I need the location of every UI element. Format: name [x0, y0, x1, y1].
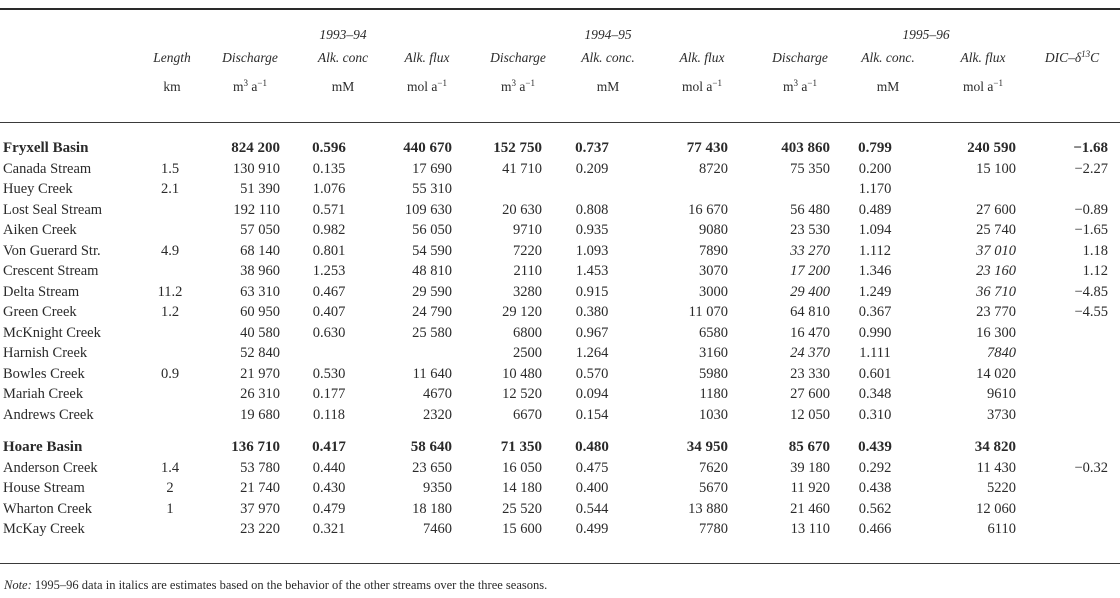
unit-m3a-1: $m^3$ $a^{-1}$ [233, 78, 267, 94]
table-cell: 23 220 [240, 521, 280, 538]
row-name: Mariah Creek [3, 386, 84, 403]
table-cell [1026, 384, 1120, 405]
table-cell: −1.65 [1074, 222, 1108, 239]
table-cell: 6670 [513, 406, 542, 423]
table-cell: 0.982 [312, 222, 346, 239]
table-cell: 0.475 [575, 459, 609, 476]
unit-m3a-2: $m^3$ $a^{-1}$ [501, 78, 535, 94]
table-cell: 0.801 [312, 242, 346, 259]
table-cell: 7620 [699, 459, 728, 476]
col-header-dic: DIC–$\delta^{13}C$ [1044, 49, 1100, 65]
table-cell: 1.112 [858, 242, 892, 259]
table-cell: 4.9 [160, 242, 180, 259]
table-cell: 14 020 [976, 365, 1016, 382]
row-name: Anderson Creek [3, 459, 98, 476]
table-cell: −1.68 [1073, 140, 1108, 157]
unit-mola-3: mol $a^{-1}$ [963, 78, 1003, 94]
table-bottom-rule [0, 563, 1120, 564]
unit-mm-3: mM [876, 79, 900, 94]
table-cell: 41 710 [502, 160, 542, 177]
row-name: Andrews Creek [3, 406, 94, 423]
table-cell [152, 519, 192, 540]
table-cell: 34 820 [974, 439, 1016, 456]
col-header-length: Length [153, 50, 191, 65]
table-cell: 0.367 [858, 304, 892, 321]
table-cell: 0.417 [312, 439, 346, 456]
table-cell: 0.562 [858, 500, 892, 517]
table-cell: 18 180 [412, 500, 452, 517]
table-cell [152, 405, 192, 426]
year-header-1995-96: 1995–96 [902, 27, 950, 42]
table-row [0, 499, 1120, 520]
table-cell [1026, 405, 1120, 426]
table-row [0, 179, 1120, 200]
table-cell: 12 520 [502, 386, 542, 403]
table-cell: 6580 [699, 324, 728, 341]
header-rule [0, 122, 1120, 123]
table-cell: 17 690 [412, 160, 452, 177]
table-cell: 0.440 [312, 459, 346, 476]
table-cell [152, 220, 192, 241]
table-cell: 21 740 [240, 480, 280, 497]
table-cell: 56 480 [790, 201, 830, 218]
table-cell: 20 630 [502, 201, 542, 218]
table-cell: 24 370 [790, 345, 830, 362]
table-row [0, 159, 1120, 180]
table-row [0, 405, 1120, 426]
table-cell: 0.489 [858, 201, 892, 218]
table-cell: 1.2 [160, 304, 180, 321]
table-cell: 1.264 [575, 345, 609, 362]
table-cell: 71 350 [500, 439, 542, 456]
table-cell: 0.094 [575, 386, 609, 403]
table-row [0, 200, 1120, 221]
table-cell: 37 970 [240, 500, 280, 517]
table-cell: 9710 [513, 222, 542, 239]
table-cell: 11 640 [412, 365, 452, 382]
table-cell: 55 310 [412, 181, 452, 198]
table-cell [1026, 519, 1120, 540]
table-cell: 16 670 [688, 201, 728, 218]
table-cell: 48 810 [412, 263, 452, 280]
table-cell [1026, 437, 1120, 458]
table-cell: 12 060 [976, 500, 1016, 517]
basin-row [0, 437, 1120, 458]
table-cell: 21 970 [240, 365, 280, 382]
table-cell: 440 670 [403, 140, 452, 157]
table-cell: 2500 [513, 345, 542, 362]
table-cell: 5220 [987, 480, 1016, 497]
table-cell: 29 400 [790, 283, 830, 300]
table-cell: 34 950 [686, 439, 728, 456]
table-cell: 75 350 [790, 160, 830, 177]
table-cell: 0.135 [312, 160, 346, 177]
table-row [0, 384, 1120, 405]
table-cell: −0.32 [1074, 459, 1108, 476]
table-cell: 0.438 [858, 480, 892, 497]
table-cell: 57 050 [240, 222, 280, 239]
table-cell: 53 780 [240, 459, 280, 476]
note-text: 1995–96 data in italics are estimates based on the behavior of the other streams over the three seasons. [31, 578, 548, 592]
table-cell: 17 200 [790, 263, 830, 280]
table-cell: 0.630 [312, 324, 346, 341]
table-cell: 1.12 [1082, 263, 1108, 280]
unit-mm-2: mM [596, 79, 620, 94]
table-cell: 63 310 [240, 283, 280, 300]
note-label: Note: [4, 578, 32, 592]
table-cell: 58 640 [410, 439, 452, 456]
table-cell: 36 710 [976, 283, 1016, 300]
table-cell: 9350 [423, 480, 452, 497]
year-header-1993-94: 1993–94 [319, 27, 367, 42]
year-header-1994-95: 1994–95 [584, 27, 632, 42]
table-cell: 0.400 [575, 480, 609, 497]
table-row [0, 519, 1120, 540]
table-cell [1026, 499, 1120, 520]
table-cell: 0.808 [575, 201, 609, 218]
table-cell: 16 300 [976, 324, 1016, 341]
table-cell: 8720 [699, 160, 728, 177]
table-cell: 29 120 [502, 304, 542, 321]
table-cell: 0.596 [312, 140, 346, 157]
table-cell [1026, 323, 1120, 344]
table-cell: 1180 [699, 386, 728, 403]
table-cell: 85 670 [788, 439, 830, 456]
row-name: Huey Creek [3, 181, 73, 198]
table-cell: 40 580 [240, 324, 280, 341]
table-cell: 19 680 [240, 406, 280, 423]
table-cell: 0.499 [575, 521, 609, 538]
table-cell: 7460 [423, 521, 452, 538]
unit-mm-1: mM [331, 79, 355, 94]
table-cell [152, 437, 192, 458]
table-cell: 4670 [423, 386, 452, 403]
table-cell [738, 179, 840, 200]
table-cell [152, 200, 192, 221]
basin-row [0, 138, 1120, 159]
unit-mola-2: mol $a^{-1}$ [682, 78, 722, 94]
row-name: Delta Stream [3, 283, 80, 300]
table-cell [642, 179, 738, 200]
table-cell: 0.380 [575, 304, 609, 321]
table-cell: 1 [166, 500, 174, 517]
table-cell: 0.990 [858, 324, 892, 341]
row-name: Crescent Stream [3, 263, 99, 280]
table-cell: 0.570 [575, 365, 609, 382]
table-cell [920, 179, 1026, 200]
col-header-alk-flux-1: Alk. flux [404, 50, 450, 65]
table-cell: 15 600 [502, 521, 542, 538]
table-cell: 824 200 [231, 140, 280, 157]
table-cell: 25 520 [502, 500, 542, 517]
table-cell: 1.111 [859, 345, 891, 362]
table-cell: 7890 [699, 242, 728, 259]
table-cell: 60 950 [240, 304, 280, 321]
col-header-discharge-1: Discharge [222, 50, 278, 65]
table-cell: 24 790 [412, 304, 452, 321]
table-cell [552, 179, 642, 200]
col-header-alk-conc-2: Alk. conc. [581, 50, 635, 65]
table-cell: 192 110 [233, 201, 280, 218]
row-name: House Stream [3, 480, 85, 497]
table-row [0, 458, 1120, 479]
table-row [0, 343, 1120, 364]
unit-mola-1: mol $a^{-1}$ [407, 78, 447, 94]
table-cell: 240 590 [967, 140, 1016, 157]
table-cell: 2.1 [160, 181, 180, 198]
table-cell: 1.094 [858, 222, 892, 239]
table-row [0, 220, 1120, 241]
table-cell: 38 960 [240, 263, 280, 280]
table-cell: 0.915 [575, 283, 609, 300]
table-cell [152, 138, 192, 159]
table-cell: 3070 [699, 263, 728, 280]
table-cell [1026, 179, 1120, 200]
table-cell: 1.4 [160, 459, 180, 476]
table-cell: 14 180 [502, 480, 542, 497]
table-cell [152, 343, 192, 364]
table-cell: 13 110 [790, 521, 830, 538]
table-cell: 3730 [987, 406, 1016, 423]
table-cell: 39 180 [790, 459, 830, 476]
table-cell: 23 650 [412, 459, 452, 476]
table-row [0, 323, 1120, 344]
table-cell: 0.467 [312, 283, 346, 300]
table-cell: −2.27 [1074, 160, 1108, 177]
table-cell: 0.967 [575, 324, 609, 341]
row-name: Fryxell Basin [3, 140, 89, 157]
table-row [0, 364, 1120, 385]
table-cell: 0.348 [858, 386, 892, 403]
row-name: Aiken Creek [3, 222, 77, 239]
table-cell: 12 050 [790, 406, 830, 423]
table-cell: 5980 [699, 365, 728, 382]
table-cell: 23 330 [790, 365, 830, 382]
table-cell: 21 460 [790, 500, 830, 517]
table-cell: 0.292 [858, 459, 892, 476]
table-cell: 27 600 [976, 201, 1016, 218]
table-cell: 1.253 [312, 263, 346, 280]
table-cell: 23 530 [790, 222, 830, 239]
table-cell: 1.346 [858, 263, 892, 280]
table-cell: 0.439 [858, 439, 892, 456]
table-cell: 0.737 [575, 140, 609, 157]
table-cell: 0.480 [575, 439, 609, 456]
row-name: Von Guerard Str. [3, 242, 101, 259]
table-cell: 33 270 [790, 242, 830, 259]
table-cell: 5670 [699, 480, 728, 497]
row-name: Green Creek [3, 304, 77, 321]
table-cell: −4.85 [1074, 283, 1108, 300]
table-cell: 3000 [699, 283, 728, 300]
table-cell: 0.935 [575, 222, 609, 239]
row-name: Bowles Creek [3, 365, 85, 382]
table-row [0, 478, 1120, 499]
table-cell: 130 910 [232, 160, 280, 177]
table-cell: 1.18 [1082, 242, 1108, 259]
table-cell: 77 430 [686, 140, 728, 157]
table-cell: 3160 [699, 345, 728, 362]
table-cell: 1.170 [858, 181, 892, 198]
table-cell: 0.321 [312, 521, 346, 538]
table-cell [462, 179, 552, 200]
col-header-alk-conc-1: Alk. conc [317, 50, 369, 65]
table-cell: 1.5 [160, 160, 180, 177]
table-cell: 25 580 [412, 324, 452, 341]
table-cell: 2320 [423, 406, 452, 423]
table-row [0, 261, 1120, 282]
table-cell: 1.093 [575, 242, 609, 259]
table-cell: 3280 [513, 283, 542, 300]
table-cell: 0.9 [160, 365, 180, 382]
table-cell: 0.200 [858, 160, 892, 177]
row-name: McKay Creek [3, 521, 85, 538]
table-cell: 26 310 [240, 386, 280, 403]
table-cell: 7780 [699, 521, 728, 538]
table-cell: 2 [166, 480, 174, 497]
table-cell [152, 323, 192, 344]
table-cell: 6800 [513, 324, 542, 341]
table-cell: 23 770 [976, 304, 1016, 321]
table-cell: 29 590 [412, 283, 452, 300]
table-cell: 1.249 [858, 283, 892, 300]
table-cell: 0.154 [575, 406, 609, 423]
table-cell: 68 140 [240, 242, 280, 259]
table-cell: 0.530 [312, 365, 346, 382]
table-row [0, 302, 1120, 323]
table-cell: 25 740 [976, 222, 1016, 239]
unit-m3a-3: $m^3$ $a^{-1}$ [783, 78, 817, 94]
table-cell: 9610 [987, 386, 1016, 403]
table-cell: 152 750 [493, 140, 542, 157]
table-row [0, 282, 1120, 303]
table-cell: 37 010 [976, 242, 1016, 259]
table-cell: 109 630 [404, 201, 452, 218]
table-cell: 0.544 [575, 500, 609, 517]
table-cell: 56 050 [412, 222, 452, 239]
table-cell: 0.209 [575, 160, 609, 177]
table-cell: 23 160 [976, 263, 1016, 280]
row-name: McKnight Creek [3, 324, 101, 341]
row-name: Canada Stream [3, 160, 92, 177]
table-cell: 11 430 [976, 459, 1016, 476]
data-table [0, 138, 1120, 540]
table-cell: 403 860 [781, 140, 830, 157]
table-cell: 16 050 [502, 459, 542, 476]
unit-km: km [163, 79, 181, 94]
table-cell: 0.601 [858, 365, 892, 382]
table-cell: 13 880 [688, 500, 728, 517]
table-cell: −0.89 [1074, 201, 1108, 218]
table-cell: 51 390 [240, 181, 280, 198]
table-cell: 0.407 [312, 304, 346, 321]
row-name: Lost Seal Stream [3, 201, 103, 218]
table-note [4, 578, 547, 593]
table-cell: 1.076 [312, 181, 346, 198]
table-cell: 7840 [987, 345, 1016, 362]
col-header-alk-flux-2: Alk. flux [679, 50, 725, 65]
table-cell [290, 343, 378, 364]
col-header-alk-conc-3: Alk. conc. [861, 50, 915, 65]
row-name: Wharton Creek [3, 500, 92, 517]
col-header-discharge-3: Discharge [772, 50, 828, 65]
table-cell: 0.177 [312, 386, 346, 403]
table-cell: 54 590 [412, 242, 452, 259]
table-cell: 10 480 [502, 365, 542, 382]
table-cell: 64 810 [790, 304, 830, 321]
table-cell [152, 261, 192, 282]
table-cell: 15 100 [976, 160, 1016, 177]
table-cell: 11 920 [790, 480, 830, 497]
table-cell: 0.479 [312, 500, 346, 517]
table-cell [1026, 478, 1120, 499]
table-cell: 1.453 [575, 263, 609, 280]
table-row [0, 241, 1120, 262]
table-cell: 1030 [699, 406, 728, 423]
table-cell: 0.466 [858, 521, 892, 538]
row-name: Harnish Creek [3, 345, 88, 362]
table-cell: 0.430 [312, 480, 346, 497]
table-cell: 0.118 [312, 406, 346, 423]
table-cell [152, 384, 192, 405]
table-top-rule [0, 8, 1120, 10]
table-cell: 52 840 [240, 345, 280, 362]
row-name: Hoare Basin [3, 439, 83, 456]
table-cell: 27 600 [790, 386, 830, 403]
table-cell: 136 710 [231, 439, 280, 456]
table-cell [1026, 343, 1120, 364]
table-cell: 11.2 [157, 283, 183, 300]
table-cell: 0.799 [858, 140, 892, 157]
table-cell: 7220 [513, 242, 542, 259]
table-cell: 6110 [987, 521, 1016, 538]
table-cell: 9080 [699, 222, 728, 239]
table-cell: −4.55 [1074, 304, 1108, 321]
table-cell: 0.310 [858, 406, 892, 423]
table-cell: 16 470 [790, 324, 830, 341]
table-cell [1026, 364, 1120, 385]
table-cell: 0.571 [312, 201, 346, 218]
table-cell: 2110 [513, 263, 542, 280]
col-header-discharge-2: Discharge [490, 50, 546, 65]
table-cell: 11 070 [688, 304, 728, 321]
table-cell [378, 343, 462, 364]
col-header-alk-flux-3: Alk. flux [960, 50, 1006, 65]
